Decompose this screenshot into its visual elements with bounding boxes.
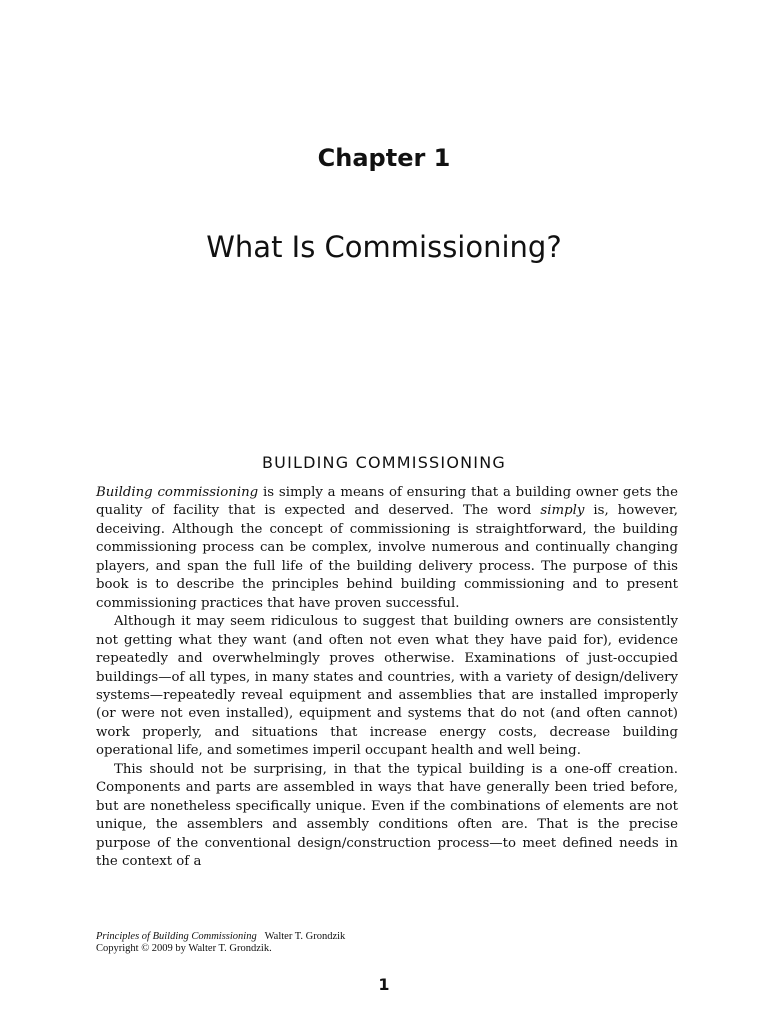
chapter-title: What Is Commissioning? <box>206 230 562 264</box>
copyright-notice: Copyright © 2009 by Walter T. Grondzik. <box>96 943 272 954</box>
term-building-commissioning: Building commissioning <box>96 485 259 500</box>
term-simply: simply <box>540 503 585 519</box>
section-heading: BUILDING COMMISSIONING <box>262 453 506 472</box>
footer-citation <box>96 931 345 943</box>
author-name: Walter T. Grondzik <box>264 931 346 942</box>
paragraph-1-text-b: is, however, deceiving. Although the concept of commissioning is straightforward, the building commissioning process can be complex, involve numerous and continually changing players, and span the full life of the building delivery process. The purpose of this book is to describe the principles behind building commissioning and to present commissioning practices that have proven successful. <box>96 503 678 611</box>
book-title: Principles of Building Commissioning <box>96 931 257 942</box>
page-number: 1 <box>378 975 390 994</box>
paragraph-3: This should not be surprising, in that the typical building is a one-off creation. Components and parts are assembled in ways that have generally been tried before, but are nonetheless specifically unique. Even if the combinations of elements are not unique, the assemblers and assembly conditions often are. That is the precise purpose of the conventional design/construction process—to meet defined needs in the context of a <box>96 761 678 870</box>
copyright-footer <box>96 931 345 955</box>
paragraph-2: Although it may seem ridiculous to suggest that building owners are consistently not getting what they want (and often not even what they have paid for), evidence repeatedly and overwhelmingly proves otherwise. Examinations of just-occupied buildings—of all types, in many states and countries, with a variety of design/delivery systems—repeatedly reveal equipment and assemblies that are installed improperly (or were not even installed), equipment and systems that do not (and often cannot) work properly, and situations that increase energy costs, decrease building operational life, and sometimes imperil occupant health and well being. <box>96 614 678 759</box>
body-text <box>96 484 678 872</box>
chapter-label: Chapter 1 <box>317 144 451 172</box>
paragraph-1 <box>96 484 678 613</box>
paragraph-1-text-a: is simply a means of ensuring that a building owner gets the quality of facility that is expected and deserved. The word <box>96 485 678 519</box>
